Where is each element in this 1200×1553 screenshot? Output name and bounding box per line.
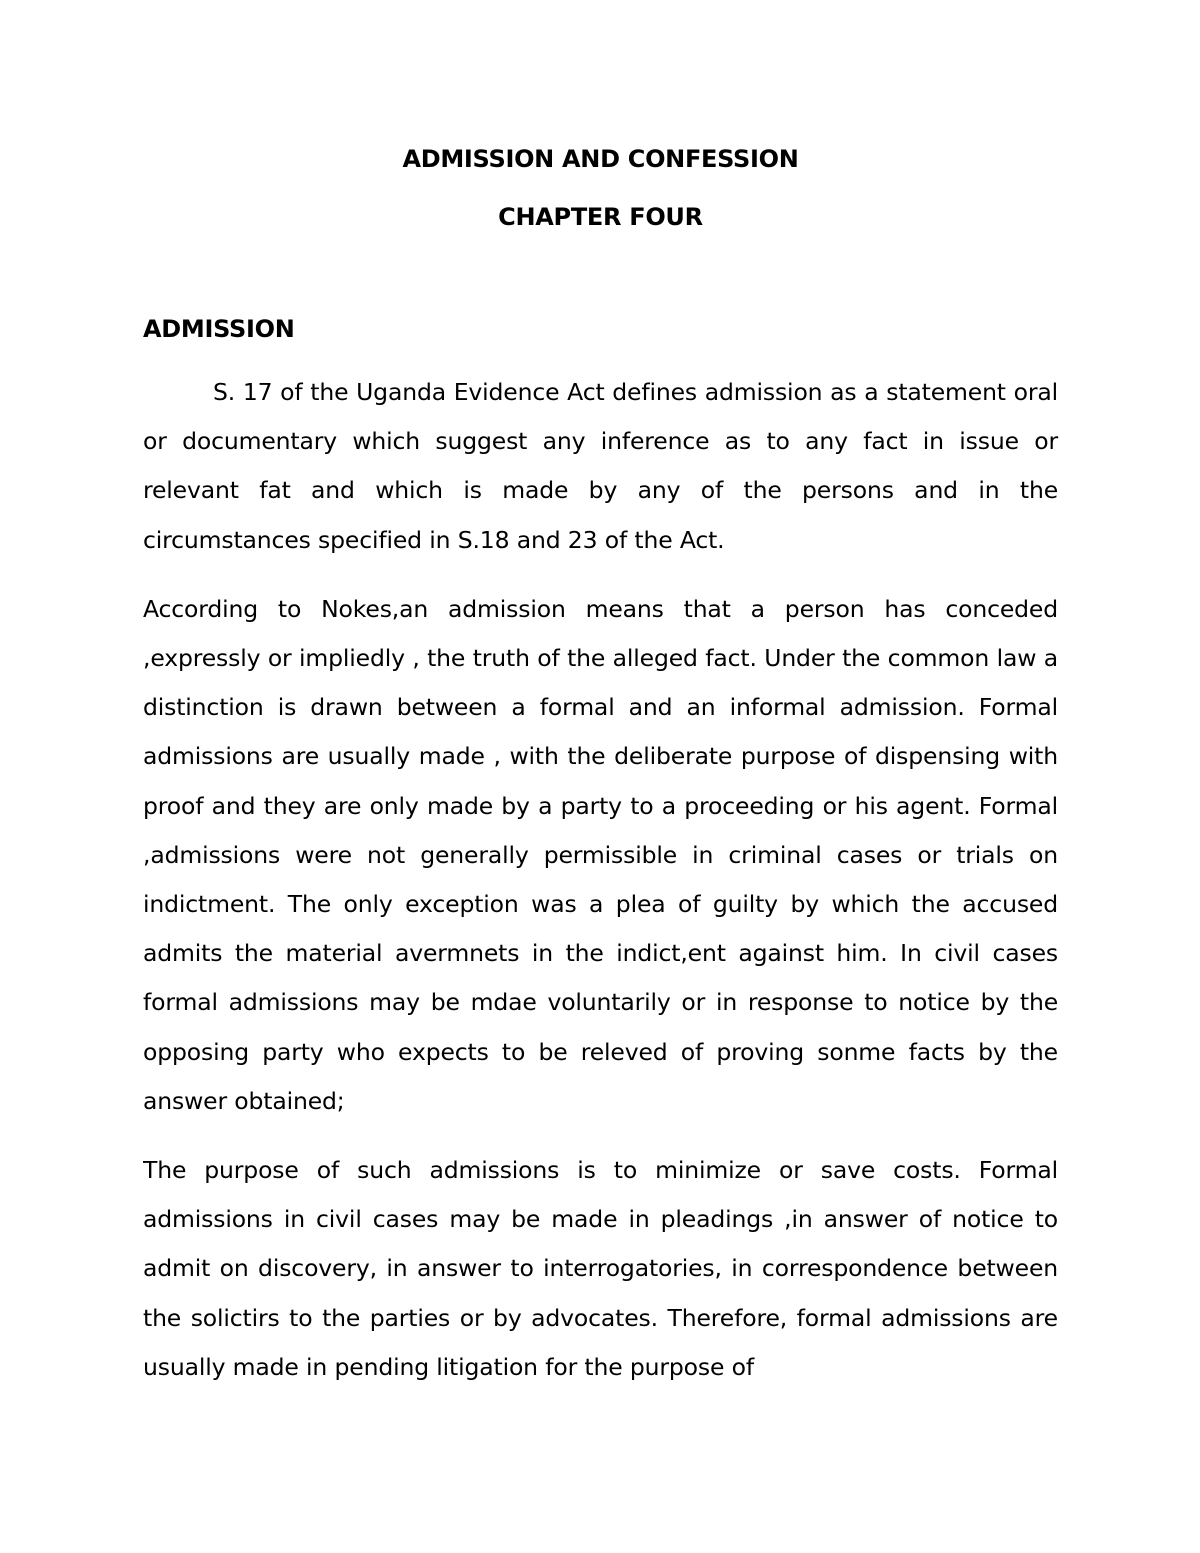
document-title: ADMISSION AND CONFESSION bbox=[402, 145, 799, 173]
chapter-heading: CHAPTER FOUR bbox=[498, 203, 703, 231]
paragraph-nokes: According to Nokes,an admission means that a person has conceded ,expressly or impliedly , the truth of the alleged fact. Under the common law a distinction is drawn between a formal and an informal admission. Formal admissions are usually made , with the deliberate purpose of dispensing with proof and they are only made by a party to a proceeding or his agent. Formal ,admissions were not generally permissible in criminal cases or trials on indictment. The only exception was a plea of guilty by which the accused admits the material avermnets in the indict,ent against him. In civil cases formal admissions may be mdae voluntarily or in response to notice by the opposing party who expects to be releved of proving sonme facts by the answer obtained; bbox=[143, 594, 1058, 1115]
section-heading-admission: ADMISSION bbox=[143, 315, 295, 343]
paragraph-definition: S. 17 of the Uganda Evidence Act defines admission as a statement oral or documentary which suggest any inference as to any fact in issue or relevant fat and which is made by any of the persons and in the circumstances specified in S.18 and 23 of the Act. bbox=[143, 378, 1058, 554]
document-body bbox=[143, 140, 1058, 1393]
paragraph-purpose: The purpose of such admissions is to minimize or save costs. Formal admissions in civil cases may be made in pleadings ,in answer of notice to admit on discovery, in answer to interrogatories, in correspondence between the solictirs to the parties or by advocates. Therefore, formal admissions are usually made in pending litigation for the purpose of bbox=[143, 1156, 1058, 1381]
